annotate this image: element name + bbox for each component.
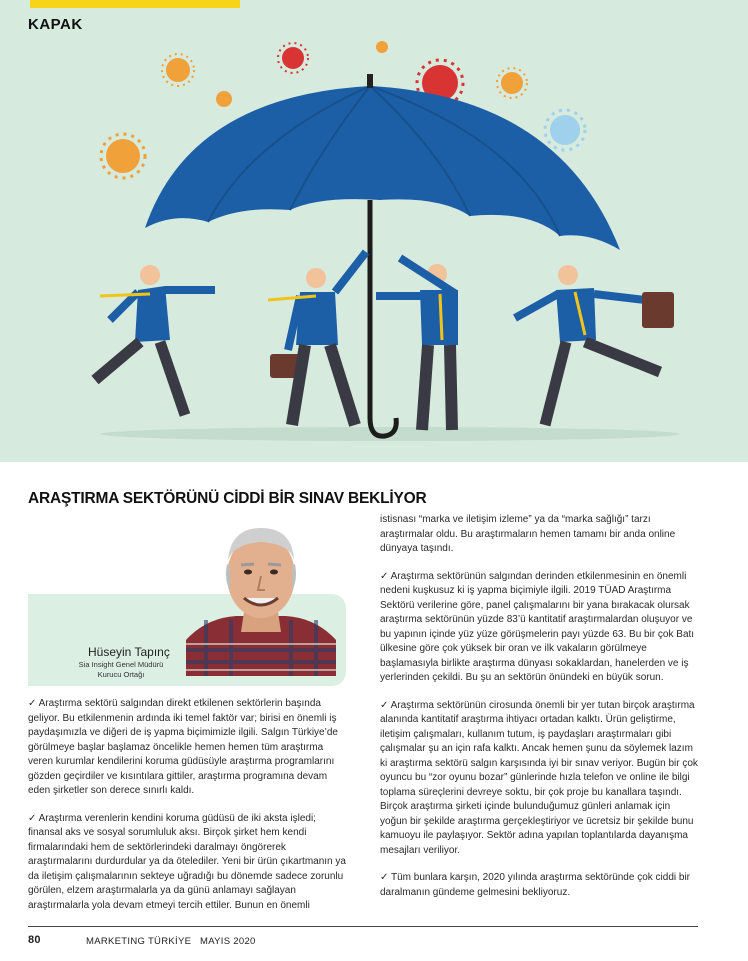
paragraph: istisnası “marka ve iletişim izleme” ya da “marka sağlığı” tarzı araştırmalar oldu. Bu araştırmaların hemen tamamı bir anda online dünyaya taşındı. <box>380 514 676 554</box>
running-person-figure <box>515 265 674 425</box>
author-portrait <box>186 520 336 676</box>
section-label: KAPAK <box>28 16 83 33</box>
author-title <box>56 660 186 680</box>
author-name: Hüseyin Tapınç <box>88 645 170 659</box>
issue-date: MAYIS 2020 <box>200 936 256 947</box>
paragraph: ✓ Araştırma sektörünün cirosunda önemli bir yer tutan birçok araştırma alanında kantitatif araştırma ihtiyacı ortadan kalktı. Ürün geliştirme, iletişim çalışmaları, kullanım tutum, iş paydaşları araştırmaları gibi çalışmalar şu an için rafa kalktı. Ancak hemen şunu da söylemek lazım ki araştırma sektörü salgın karşısında iyi bir sınav veriyor. Bugün bir çok oyuncu bu “zor oyunu bozar” günlerinde hızla telefon ve online ile bilgi toplama süreçlerini devreye soktu, bir çok proje bu kanallara taşındı. Birçok araştırma şirketi içinde bulunduğumuz günleri anlamak için yoğun bir şekilde araştırma gerçekleştiriyor ve ücretsiz bir şekilde bunu kamuoyu ile paylaşıyor. Sektör adına yapılan toplantılarda dayanışma mesajları veriliyor. <box>380 699 698 856</box>
left-column <box>28 697 348 926</box>
article-headline: ARAŞTIRMA SEKTÖRÜNÜ CİDDİ BİR SINAV BEKLİYOR <box>28 490 427 507</box>
accent-bar <box>30 0 240 8</box>
running-person-figure <box>95 265 215 415</box>
author-title-line: Kurucu Ortağı <box>97 670 145 679</box>
page-number: 80 <box>28 934 41 946</box>
footer-divider <box>28 926 698 927</box>
right-column <box>380 513 698 913</box>
paragraph: ✓ Araştırma verenlerin kendini koruma güdüsü de iki aksta işledi; finansal aks ve sosyal sorumluluk aksı. Birçok şirket hem kendi firmalarındaki hem de sektörlerindeki daralmayı öngörerek araştırmalarını durdurdular ya da ötelediler. Yeni bir ürün çıkartmanın ya da iletişim çalışmalarının sekteye uğradığı bu dönemde sadece zorunlu görülen, elzem araştırmalarla ya da günü anlamayı sağlayan araştırmalarla yola devam etmeyi tercih ettiler. Bunun en önemli <box>28 812 346 911</box>
cover-illustration <box>0 0 748 462</box>
businessman-figure <box>268 252 366 425</box>
author-title-line: Sia Insight Genel Müdürü <box>78 660 164 669</box>
magazine-name: MARKETING TÜRKİYE <box>86 936 192 947</box>
paragraph: ✓ Tüm bunlara karşın, 2020 yılında araştırma sektöründe çok ciddi bir daralmanın gündeme gelmesini bekliyoruz. <box>380 872 691 898</box>
paragraph: ✓ Araştırma sektörünün salgından derinden etkilenmesinin en önemli nedeni kuşkusuz ki iş yapma biçimiyle ilgili. 2019 TÜAD Araştırma Sektörü verilerine göre, panel çalışmalarını bir yana bırakacak olursak araştırma sektörünün yüzde 83’ü kantitatif araştırmalardan oluşuyor ve bu yapının içinde yüz yüze görüşmelerin payı yüzde 63. Bu bir çok Batı ülkesine göre çok yüksek bir oran ve ilk vakaların görülmeye başlamasıyla birlikte araştırma dünyası sokaklardan, hanelerden ve iş yerlerinden çekildi. Bu şu an sektörün önündeki en büyük sorun. <box>380 570 695 683</box>
businessman-figure <box>376 258 458 430</box>
paragraph: ✓ Araştırma sektörü salgından direkt etkilenen sektörlerin başında geliyor. Bu etkilenmenin ardında iki temel faktör var; birisi en önemli iş paydaşımızla ve diğeri de iş yapma biçimimizle ilgili. Salgın Türkiye’de görülmeye başlar başlamaz öncelikle hemen hemen tüm araştırma veren kurumlar kendilerini koruma güdüsüyle araştırma programlarını gözden geçirdiler ve kısıntılara gittiler, araştırma programına devam eden şirketler son derece sınırlı kaldı. <box>28 698 338 796</box>
umbrella-illustration <box>0 0 748 462</box>
